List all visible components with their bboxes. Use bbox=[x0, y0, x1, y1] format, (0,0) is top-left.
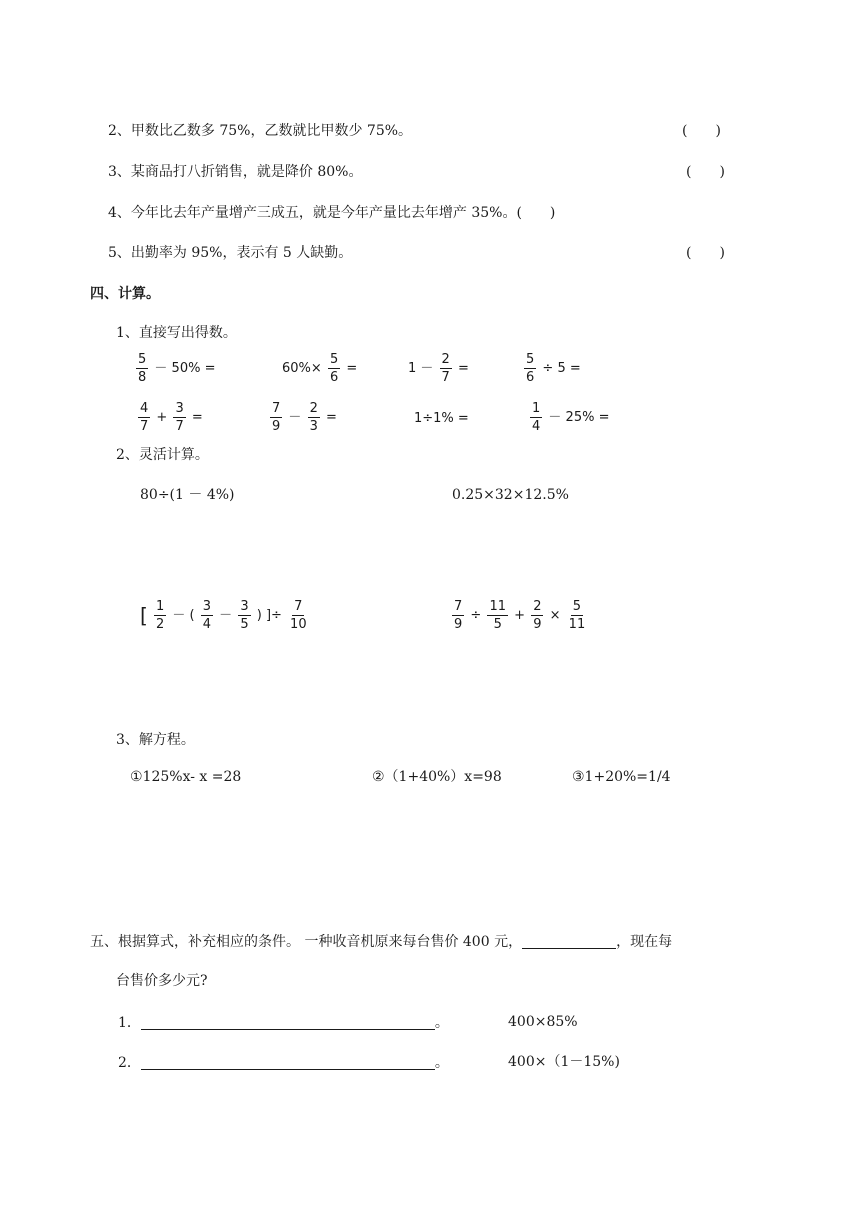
condition-row-2: 2． 。 bbox=[118, 1055, 449, 1071]
sub-3-title: 3、解方程。 bbox=[116, 732, 195, 748]
equation-1: ①125%x- x =28 bbox=[130, 769, 242, 785]
direct-expr-8: $\frac{1}{4}$ － 25% = bbox=[532, 401, 610, 434]
judge-item-4: 4、今年比去年产量增产三成五，就是今年产量比去年增产 35%。( ) bbox=[108, 205, 556, 221]
answer-blank-1[interactable] bbox=[141, 1015, 435, 1030]
direct-expr-6: $\frac{7}{9}$ － $\frac{2}{3}$ = bbox=[272, 401, 337, 434]
condition-blank[interactable] bbox=[522, 934, 616, 949]
sub-2-title: 2、灵活计算。 bbox=[116, 447, 209, 463]
sub-1-title: 1、直接写出得数。 bbox=[116, 325, 237, 341]
condition-row-1: 1． 。 bbox=[118, 1015, 449, 1031]
direct-expr-2: 60%× $\frac{5}{6}$ = bbox=[282, 352, 358, 385]
judge-paren-2[interactable]: ( ) bbox=[682, 123, 721, 139]
answer-blank-2[interactable] bbox=[141, 1055, 435, 1070]
direct-expr-5: $\frac{4}{7}$ + $\frac{3}{7}$ = bbox=[140, 401, 203, 434]
equation-2: ②（1+40%）x=98 bbox=[372, 769, 502, 785]
judge-paren-5[interactable]: ( ) bbox=[686, 245, 725, 261]
condition-expr-2: 400×（1－15%) bbox=[508, 1054, 620, 1070]
flex-expr-3: [ $\frac{1}{2}$ － ( $\frac{3}{4}$ － $\frac{3}{5}$ ) ]÷ $\frac{7}{10}$ bbox=[140, 599, 307, 632]
equation-3: ③1+20%=1/4 bbox=[572, 769, 671, 785]
direct-expr-7: 1÷1% = bbox=[414, 411, 469, 426]
judge-item-5: 5、出勤率为 95%，表示有 5 人缺勤。 bbox=[108, 245, 353, 261]
flex-expr-2: 0.25×32×12.5% bbox=[452, 487, 569, 503]
judge-paren-3[interactable]: ( ) bbox=[686, 164, 725, 180]
flex-expr-1: 80÷(1 － 4%) bbox=[140, 487, 235, 503]
judge-item-3: 3、某商品打八折销售，就是降价 80%。 bbox=[108, 164, 363, 180]
direct-expr-4: $\frac{5}{6}$ ÷ 5 = bbox=[526, 352, 581, 385]
condition-expr-1: 400×85% bbox=[508, 1014, 578, 1030]
section-4-title: 四、计算。 bbox=[90, 286, 160, 302]
direct-expr-3: 1 － $\frac{2}{7}$ = bbox=[408, 352, 469, 385]
judge-item-2: 2、甲数比乙数多 75%，乙数就比甲数少 75%。 bbox=[108, 123, 413, 139]
flex-expr-4: $\frac{7}{9}$ ÷ $\frac{11}{5}$ + $\frac{2}{9}$ × $\frac{5}{11}$ bbox=[454, 599, 586, 632]
section-5-line-1: 五、根据算式，补充相应的条件。 一种收音机原来每台售价 400 元， ，现在每 bbox=[90, 934, 673, 950]
direct-expr-1: $\frac{5}{8}$ － 50% = bbox=[138, 352, 216, 385]
section-5-line-2: 台售价多少元? bbox=[116, 973, 208, 989]
